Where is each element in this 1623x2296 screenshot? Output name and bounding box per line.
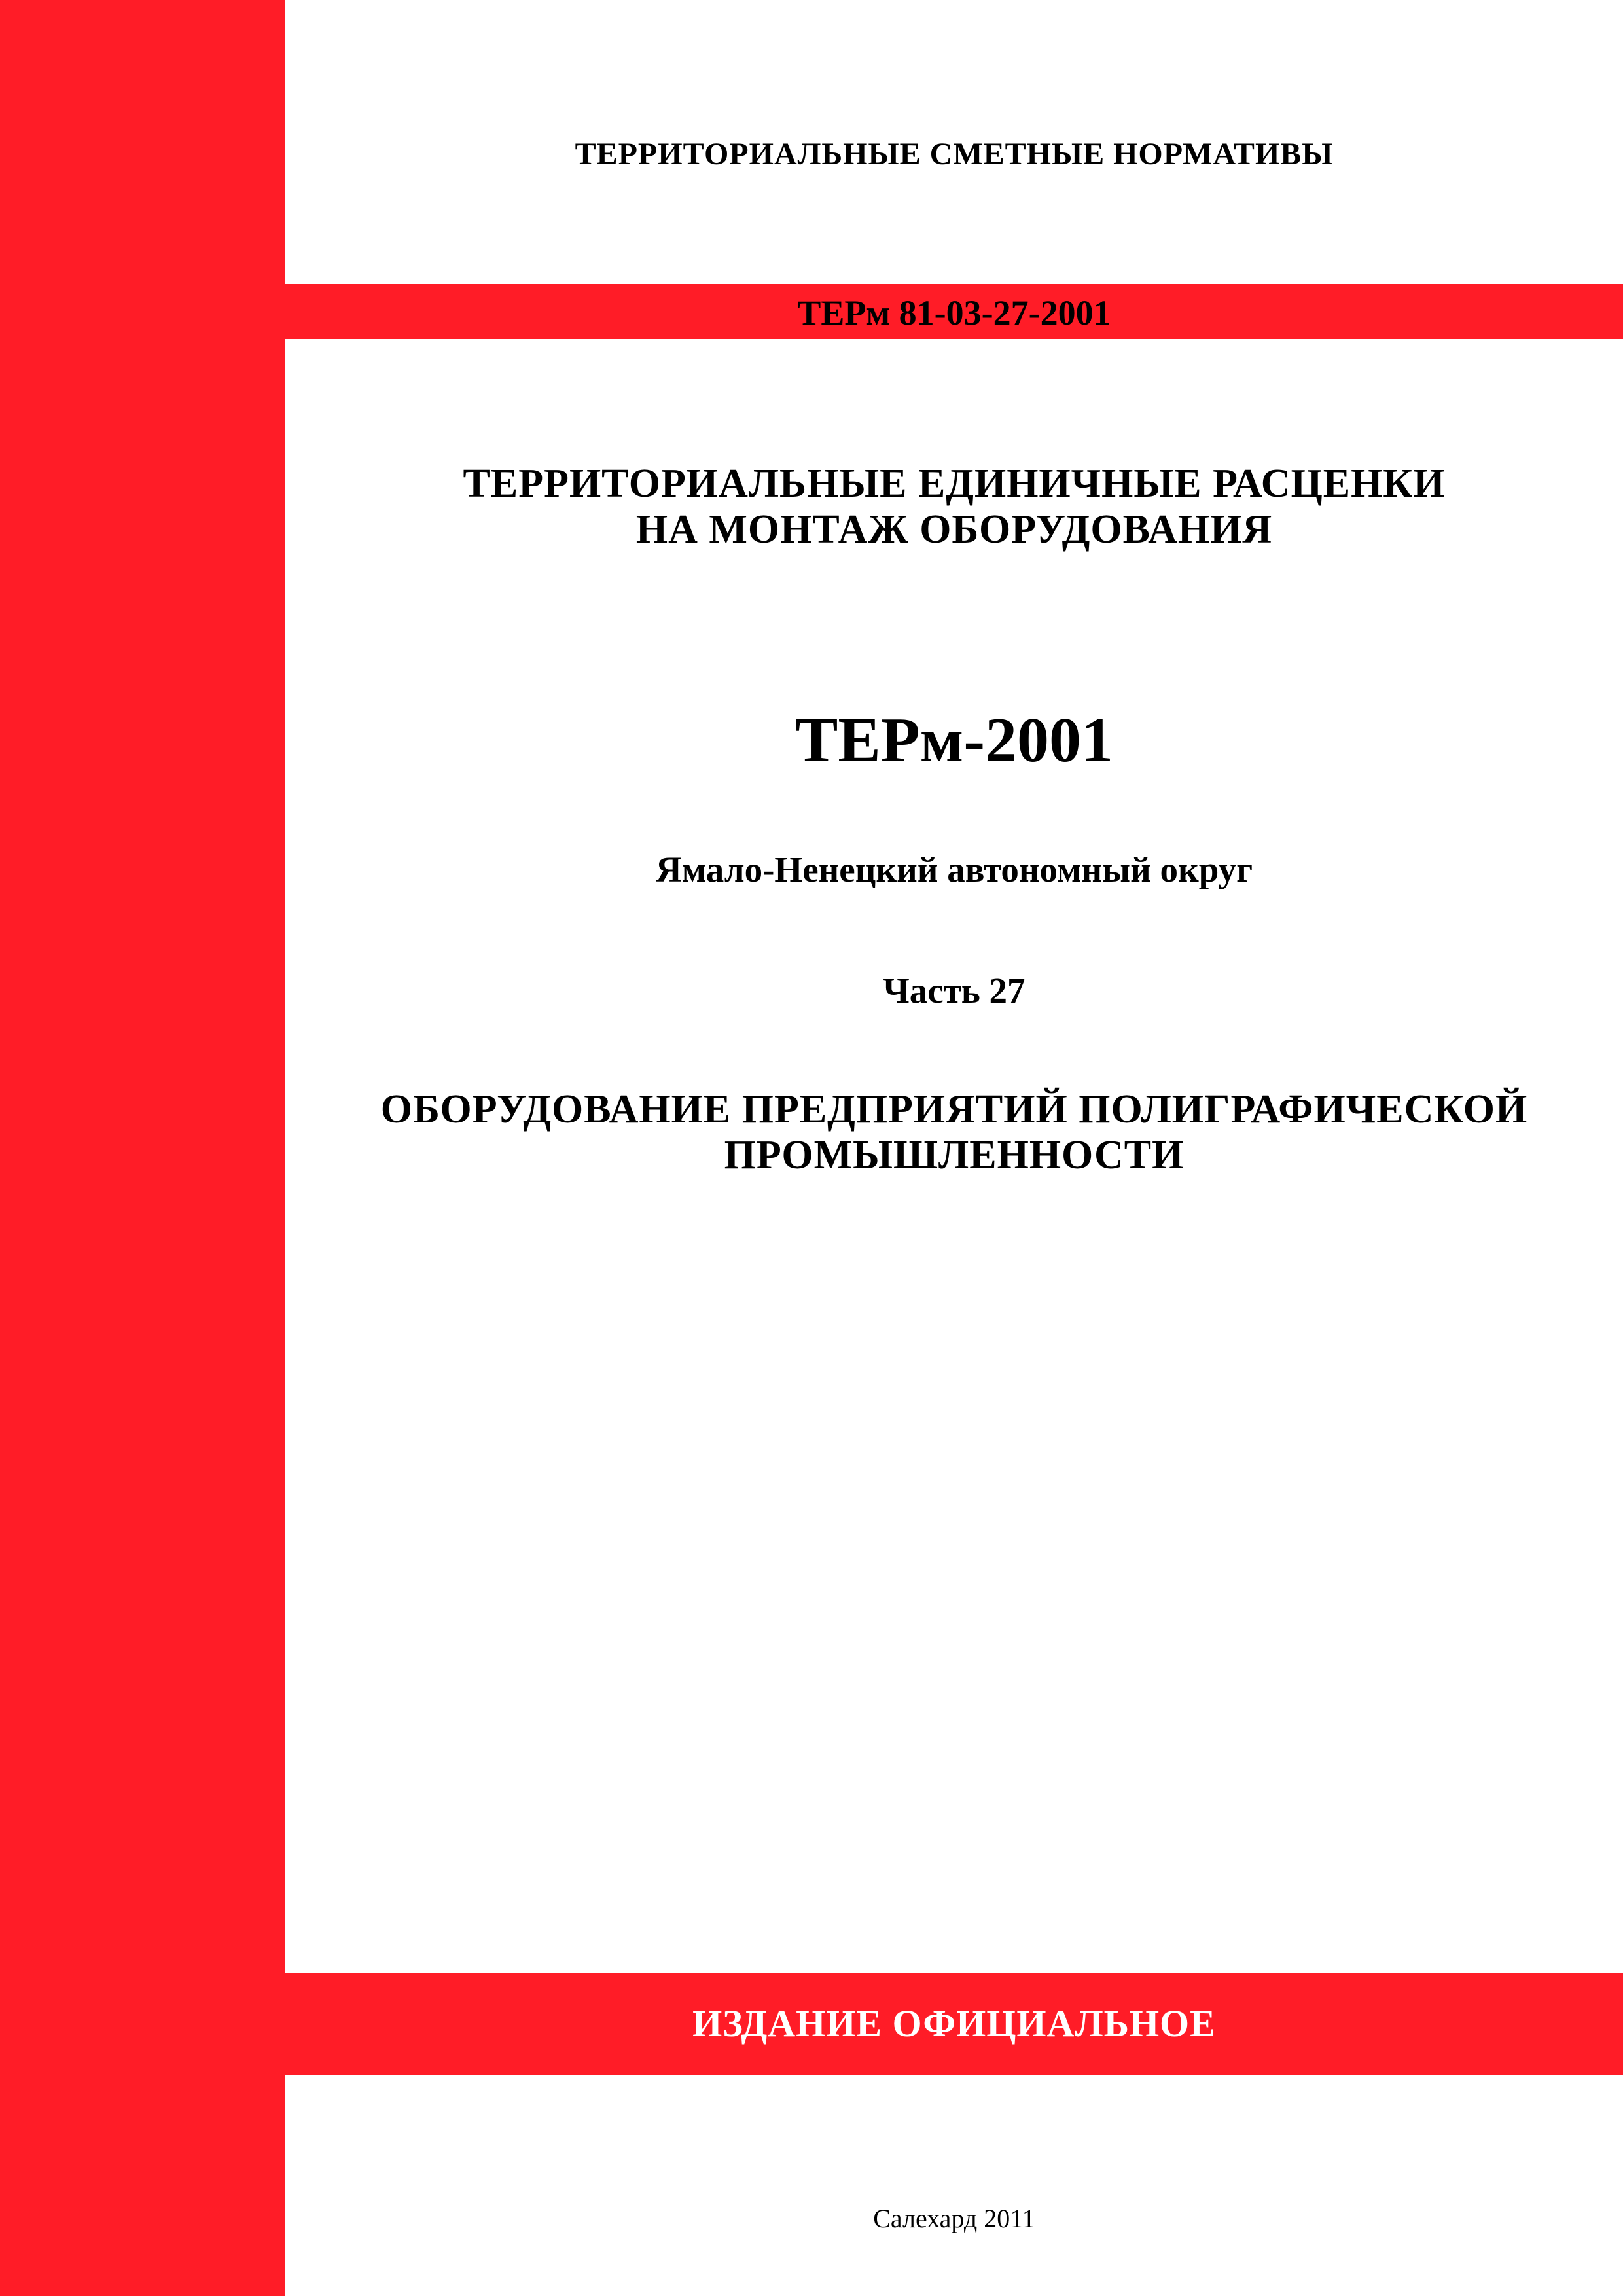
short-code: ТЕРм-2001	[795, 705, 1113, 776]
imprint-city-year: Салехард 2011	[873, 2204, 1035, 2233]
main-title-line-2: НА МОНТАЖ ОБОРУДОВАНИЯ	[635, 507, 1273, 552]
official-edition-label: ИЗДАНИЕ ОФИЦИАЛЬНОЕ	[692, 2002, 1216, 2045]
section-title-line-1: ОБОРУДОВАНИЕ ПРЕДПРИЯТИЙ ПОЛИГРАФИЧЕСКОЙ	[380, 1087, 1528, 1132]
document-code: ТЕРм 81-03-27-2001	[797, 293, 1111, 332]
left-red-stripe	[0, 0, 285, 2296]
series-header: ТЕРРИТОРИАЛЬНЫЕ СМЕТНЫЕ НОРМАТИВЫ	[575, 137, 1334, 171]
section-title-line-2: ПРОМЫШЛЕННОСТИ	[724, 1133, 1185, 1177]
part-number: Часть 27	[883, 971, 1026, 1011]
region-name: Ямало-Ненецкий автономный округ	[655, 850, 1253, 889]
main-title-line-1: ТЕРРИТОРИАЛЬНЫЕ ЕДИНИЧНЫЕ РАСЦЕНКИ	[463, 461, 1446, 506]
